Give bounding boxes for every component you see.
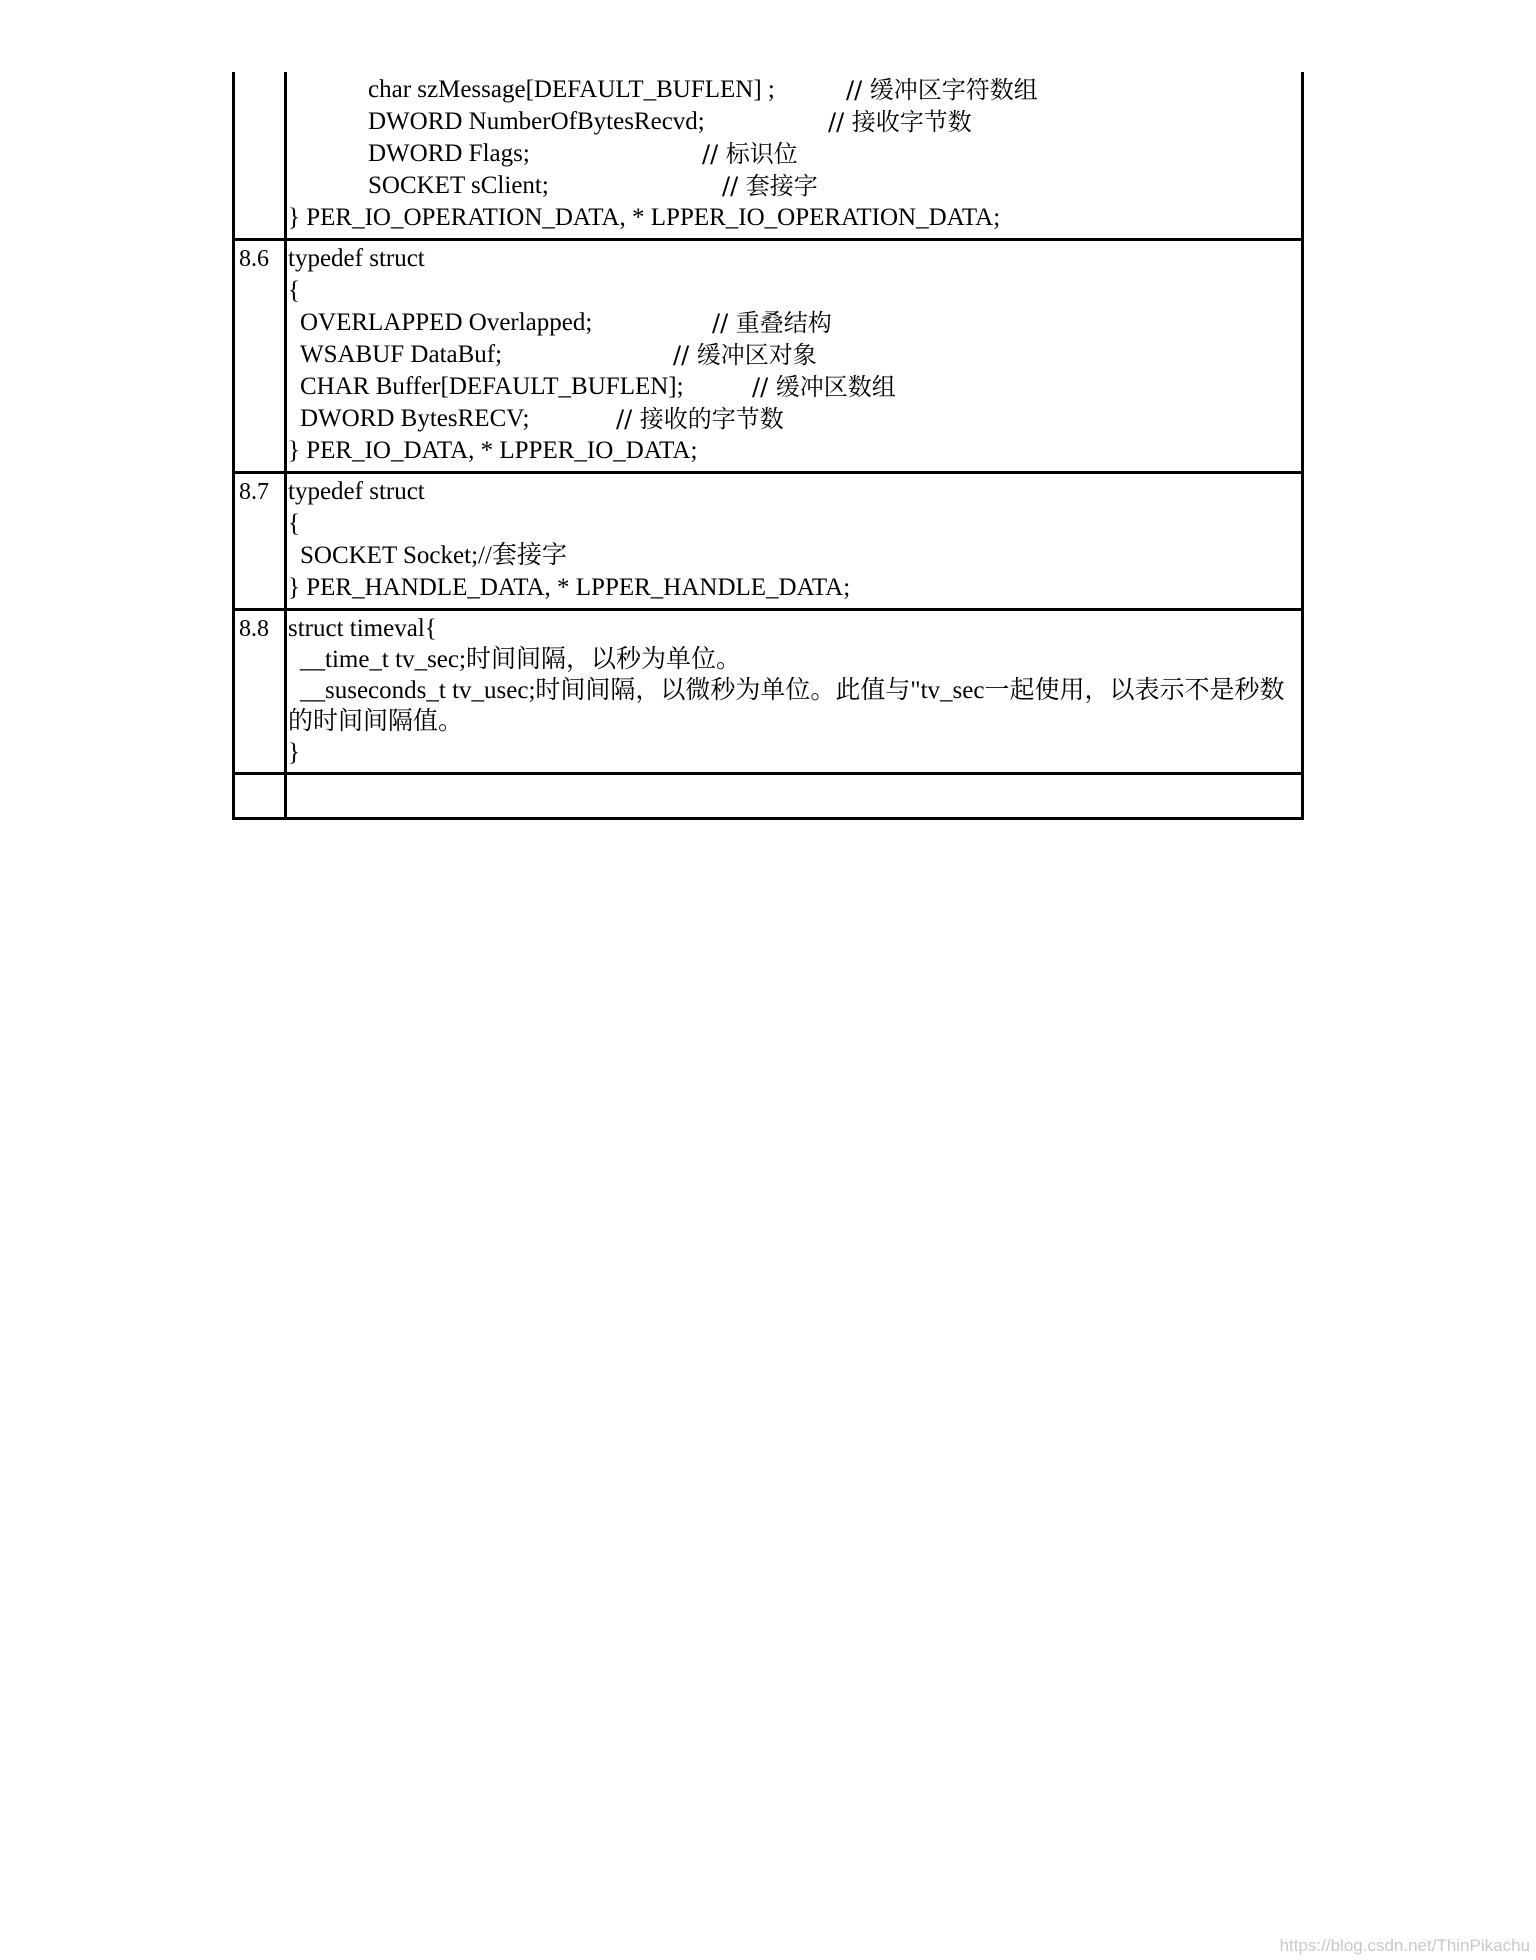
code-line xyxy=(288,74,1301,106)
code-text: CHAR Buffer[DEFAULT_BUFLEN]; xyxy=(300,373,684,400)
code-line: } xyxy=(288,739,300,766)
code-line xyxy=(288,275,1301,307)
watermark-text: https://blog.csdn.net/ThinPikachu xyxy=(1279,1936,1530,1955)
code-line xyxy=(288,540,1301,572)
code-comment: // 缓冲区数组 xyxy=(752,373,896,401)
code-text: typedef struct xyxy=(288,478,425,505)
code-block xyxy=(286,473,1303,610)
code-text: } PER_HANDLE_DATA, * LPPER_HANDLE_DATA; xyxy=(288,574,851,601)
code-line xyxy=(288,403,1301,435)
code-line xyxy=(288,476,1301,508)
code-line xyxy=(288,170,1301,202)
code-block xyxy=(286,240,1303,473)
code-comment: // 缓冲区对象 xyxy=(673,341,817,369)
code-text: __suseconds_t tv_usec;时间间隔，以微秒为单位。此值与"tv_sec一起使用，以表示不是秒数的时间间隔值。 xyxy=(288,677,1285,735)
code-text: DWORD BytesRECV; xyxy=(300,405,530,432)
code-line xyxy=(288,644,1301,675)
code-text: SOCKET sClient; xyxy=(368,172,549,199)
code-text: __time_t tv_sec;时间间隔，以秒为单位。 xyxy=(300,646,741,673)
code-line xyxy=(288,675,1301,737)
code-comment: // 标识位 xyxy=(702,140,798,168)
code-text: { xyxy=(288,510,300,537)
code-block xyxy=(286,72,1303,240)
code-comment: // 套接字 xyxy=(722,172,818,200)
row-number xyxy=(234,774,286,819)
code-comment: // 接收的字节数 xyxy=(616,405,784,433)
code-text: OVERLAPPED Overlapped; xyxy=(300,309,593,336)
code-line xyxy=(288,572,1301,604)
code-text: typedef struct xyxy=(288,245,425,272)
code-line xyxy=(288,202,1301,234)
code-line xyxy=(288,508,1301,540)
table-row xyxy=(234,72,1303,240)
code-text: DWORD NumberOfBytesRecvd; xyxy=(368,108,705,135)
code-block xyxy=(286,610,1303,774)
code-line xyxy=(288,307,1301,339)
code-line xyxy=(288,339,1301,371)
code-text: } PER_IO_OPERATION_DATA, * LPPER_IO_OPERATION_DATA; xyxy=(288,204,1001,231)
code-comment: // 重叠结构 xyxy=(712,309,832,337)
code-line: struct timeval{ xyxy=(288,615,437,642)
row-number: 8.6 xyxy=(234,240,286,473)
struct-definitions-table xyxy=(232,72,1304,820)
code-line xyxy=(288,106,1301,138)
code-text: { xyxy=(288,277,300,304)
table-row xyxy=(234,774,1303,819)
table-row xyxy=(234,473,1303,610)
table-row xyxy=(234,240,1303,473)
code-line xyxy=(288,243,1301,275)
row-number: 8.8 xyxy=(234,610,286,774)
code-text: WSABUF DataBuf; xyxy=(300,341,503,368)
code-line xyxy=(288,138,1301,170)
row-number xyxy=(234,72,286,240)
table-row xyxy=(234,610,1303,774)
row-number: 8.7 xyxy=(234,473,286,610)
code-text: DWORD Flags; xyxy=(368,140,530,167)
code-text: } PER_IO_DATA, * LPPER_IO_DATA; xyxy=(288,437,698,464)
code-line xyxy=(288,371,1301,403)
code-comment: // 接收字节数 xyxy=(828,108,972,136)
code-line xyxy=(288,435,1301,467)
code-comment: // 缓冲区字符数组 xyxy=(846,76,1038,104)
empty-cell xyxy=(286,774,1303,819)
code-text: SOCKET Socket;//套接字 xyxy=(300,542,567,569)
code-text: char szMessage[DEFAULT_BUFLEN] ; xyxy=(368,76,775,103)
